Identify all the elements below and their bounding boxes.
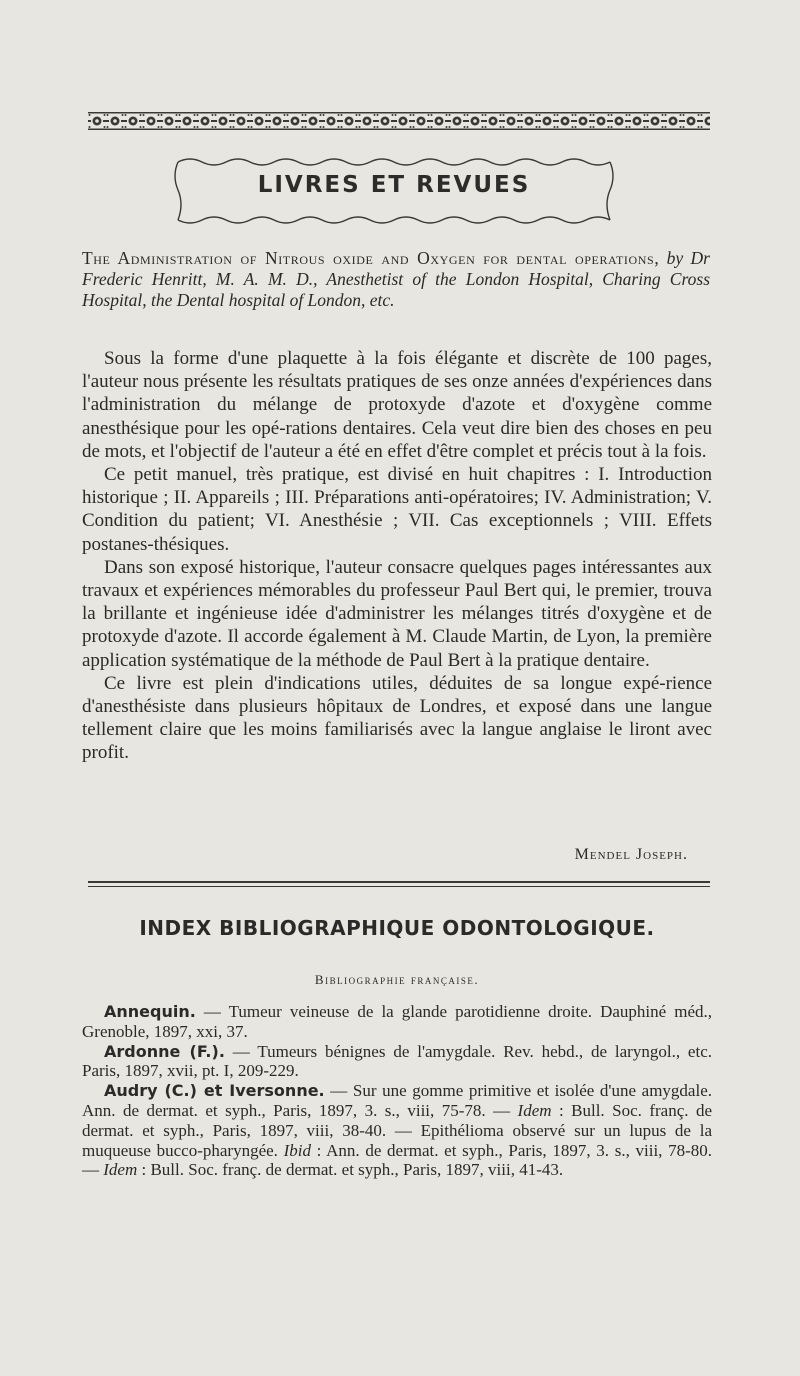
divider-thick xyxy=(88,881,710,883)
book-by: by xyxy=(666,248,684,268)
review-paragraph: Dans son exposé historique, l'auteur consacre quelques pages intéressantes aux travaux et expériences mémorables du professeur Paul Bert qui, le premier, trouva la brillante et ingénieuse idée d'administrer les mélanges titrés d'oxygène et de protoxyde d'azote. Il accorde également à M. Claude Martin, de Lyon, la première application systématique de la méthode de Paul Bert à la pratique dentaire. xyxy=(82,556,712,671)
index-title: INDEX BIBLIOGRAPHIQUE ODONTOLOGIQUE. xyxy=(139,916,655,940)
entry-author: Ardonne (F.). xyxy=(104,1041,225,1061)
bibliography-entry xyxy=(82,1081,712,1180)
section-title: LIVRES ET REVUES xyxy=(257,172,531,198)
entry-text: : Bull. Soc. franç. de dermat. et syph., Paris, 1897, viii, 38-40. — Epithélioma observé sur un lupus de la muqueuse bucco-pharyngée. xyxy=(82,1100,712,1160)
entry-text: — Tumeur veineuse de la glande parotidienne droite. Dauphiné méd., Grenoble, 1897, xxi, 37. xyxy=(82,1002,712,1041)
review-paragraph: Sous la forme d'une plaquette à la fois élégante et discrète de 100 pages, l'auteur nous présente les résultats pratiques de ses onze années d'expériences dans l'administration du mélange de protoxyde d'azote et d'oxygène comme anesthésique pour les opé-rations dentaires. Cela veut dire bien des choses en peu de mots, et l'objectif de l'auteur a été en effet d'être complet et précis tout à la fois. xyxy=(82,348,712,462)
entry-text: — Tumeurs bénignes de l'amygdale. Rev. hebd., de laryngol., etc. Paris, 1897, xvii, pt. I, 209-229. xyxy=(82,1041,712,1081)
divider-thin xyxy=(88,886,710,887)
entry-idem: Idem xyxy=(517,1100,552,1120)
bibliography-subtitle: Bibliographie française. xyxy=(314,972,480,987)
entry-author: Audry (C.) et Iversonne. xyxy=(104,1081,325,1101)
entry-author: Annequin. xyxy=(104,1002,196,1021)
book-reference xyxy=(82,248,710,311)
review-paragraph: Ce livre est plein d'indications utiles, déduites de sa longue expé-rience d'anesthésiste dans plusieurs hôpitaux de Londres, et exposé dans une langue tellement claire que les moins familiarisés avec la langue anglaise le liront avec profit. xyxy=(82,672,712,764)
bibliography-entries xyxy=(82,1002,712,1180)
bibliography-entry xyxy=(82,1002,712,1042)
review-paragraph: Ce petit manuel, très pratique, est divisé en huit chapitres : I. Introduction historique ; II. Appareils ; III. Préparations anti-opératoires; IV. Administration; V. Condition du patient; VI. Anesthésie ; VII. Cas exceptionnels ; VIII. Effets postanes-thésiques. xyxy=(82,464,712,555)
book-title: The Administration of Nitrous oxide and Oxygen for dental operations, xyxy=(82,248,660,268)
bibliography-entry xyxy=(82,1042,712,1082)
entry-text: : Ann. de dermat. et syph., Paris, 1897, 3. s., viii, 78-80. — xyxy=(82,1140,713,1180)
decorative-ornament-band xyxy=(88,112,710,130)
entry-ibid: Ibid xyxy=(283,1140,311,1160)
entry-text: : Bull. Soc. franç. de dermat. et syph., Paris, 1897, viii, 41-43. xyxy=(137,1160,564,1180)
book-author: Dr Frederic Henritt, M. A. M. D., Anesthetist of the London Hospital, Charing Cross Hospital, the Dental hospital of London, etc. xyxy=(82,248,710,310)
entry-text: — Sur une gomme primitive et isolée d'une amygdale. Ann. de dermat. et syph., Paris, 1897, 3. s., viii, 75-78. — xyxy=(82,1081,712,1120)
entry-idem: Idem xyxy=(103,1160,138,1180)
review-body xyxy=(82,347,712,765)
review-signature: Mendel Joseph. xyxy=(574,846,688,863)
